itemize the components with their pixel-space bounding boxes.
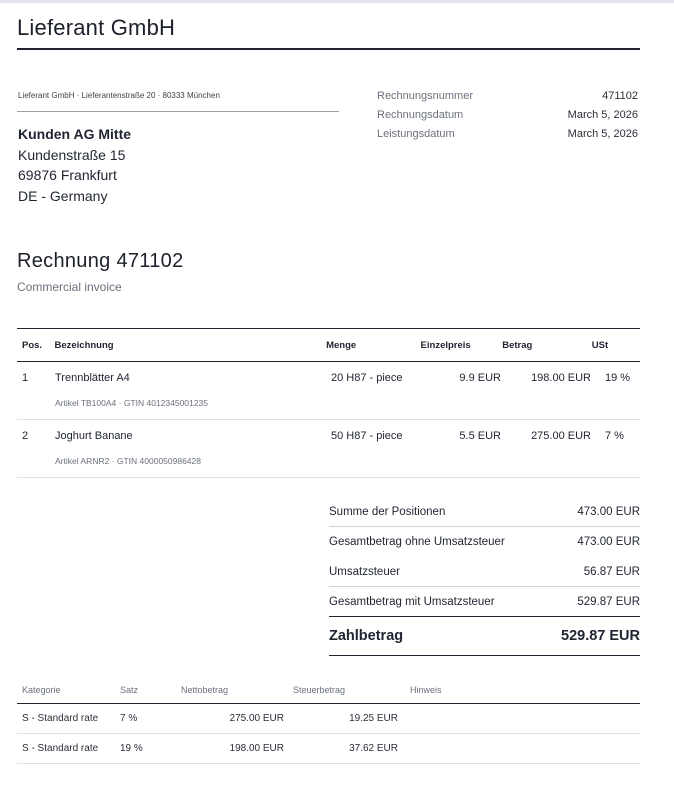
item-pos: 2 bbox=[22, 430, 29, 442]
recipient-address bbox=[18, 124, 131, 206]
total-row-net bbox=[329, 527, 640, 557]
invoice-title: Rechnung 471102 bbox=[17, 250, 184, 272]
line-item bbox=[17, 420, 640, 478]
vat-header-note: Hinweis bbox=[410, 685, 442, 695]
total-label: Umsatzsteuer bbox=[329, 565, 400, 578]
recipient-street: Kundenstraße 15 bbox=[18, 146, 126, 163]
item-amount: 275.00 EUR bbox=[531, 430, 591, 442]
sender-address-line: Lieferant GmbH · Lieferantenstraße 20 · 80333 München bbox=[18, 91, 220, 100]
item-amount: 198.00 EUR bbox=[531, 372, 591, 384]
item-article-note: Artikel TB100A4 · GTIN 4012345001235 bbox=[55, 398, 208, 408]
invoice-meta bbox=[377, 87, 638, 144]
recipient-city: 69876 Frankfurt bbox=[18, 167, 117, 183]
meta-value: 471102 bbox=[602, 90, 638, 102]
vat-breakdown-header bbox=[17, 677, 640, 704]
item-quantity: 20 H87 - piece bbox=[331, 372, 403, 384]
item-description: Trennblätter A4 bbox=[55, 372, 130, 384]
vat-header-tax: Steuerbetrag bbox=[293, 685, 346, 695]
item-unit-price: 9.9 EUR bbox=[459, 372, 501, 384]
vat-header-category: Kategorie bbox=[22, 685, 61, 695]
total-value: 473.00 EUR bbox=[577, 536, 640, 548]
total-row-gross bbox=[329, 587, 640, 617]
total-row-vat bbox=[329, 557, 640, 587]
total-row-items-sum bbox=[329, 497, 640, 527]
header-divider bbox=[17, 48, 640, 50]
item-pos: 1 bbox=[22, 372, 29, 384]
item-article-note: Artikel ARNR2 · GTIN 4000050986428 bbox=[55, 456, 201, 466]
total-value: 473.00 EUR bbox=[577, 505, 640, 518]
header-description: Bezeichnung bbox=[54, 339, 114, 351]
total-value: 529.87 EUR bbox=[577, 595, 640, 608]
totals-block bbox=[329, 497, 640, 656]
meta-value: March 5, 2026 bbox=[567, 128, 638, 140]
vat-breakdown-table bbox=[17, 677, 640, 764]
top-border bbox=[0, 0, 674, 3]
vat-header-net: Nettobetrag bbox=[181, 685, 229, 695]
vat-net: 275.00 EUR bbox=[229, 713, 284, 724]
line-items-header bbox=[17, 328, 640, 362]
item-quantity: 50 H87 - piece bbox=[331, 430, 403, 442]
recipient-country: DE - Germany bbox=[18, 187, 108, 204]
meta-label: Leistungsdatum bbox=[377, 128, 455, 140]
total-label: Gesamtbetrag ohne Umsatzsteuer bbox=[329, 536, 505, 548]
total-value: 56.87 EUR bbox=[583, 565, 640, 578]
item-vat: 7 % bbox=[605, 430, 624, 442]
header-vat: USt bbox=[591, 339, 609, 351]
vat-tax: 19.25 EUR bbox=[349, 713, 398, 724]
company-name: Lieferant GmbH bbox=[17, 15, 176, 40]
recipient-name: Kunden AG Mitte bbox=[18, 126, 132, 142]
line-items-table bbox=[17, 328, 640, 478]
vat-tax: 37.62 EUR bbox=[349, 743, 398, 754]
header-amount: Betrag bbox=[502, 339, 533, 351]
item-unit-price: 5.5 EUR bbox=[459, 430, 501, 442]
header-quantity: Menge bbox=[326, 339, 357, 351]
meta-value: March 5, 2026 bbox=[567, 109, 638, 121]
meta-label: Rechnungsdatum bbox=[377, 109, 464, 121]
payable-amount-row bbox=[329, 617, 640, 656]
vat-header-rate: Satz bbox=[120, 685, 139, 695]
total-label: Gesamtbetrag mit Umsatzsteuer bbox=[329, 595, 495, 608]
vat-row bbox=[17, 734, 640, 764]
header-pos: Pos. bbox=[22, 339, 43, 351]
payable-label: Zahlbetrag bbox=[329, 628, 404, 644]
line-item bbox=[17, 362, 640, 420]
total-label: Summe der Positionen bbox=[329, 505, 446, 518]
invoice-subtitle: Commercial invoice bbox=[17, 280, 122, 294]
vat-rate: 7 % bbox=[120, 713, 138, 724]
payable-value: 529.87 EUR bbox=[561, 628, 640, 644]
item-vat: 19 % bbox=[605, 372, 631, 384]
vat-rate: 19 % bbox=[120, 743, 143, 754]
item-description: Joghurt Banane bbox=[55, 430, 133, 442]
header-unit-price: Einzelpreis bbox=[420, 339, 471, 351]
vat-category: S - Standard rate bbox=[22, 713, 99, 724]
sender-divider bbox=[17, 111, 339, 112]
vat-row bbox=[17, 704, 640, 734]
vat-net: 198.00 EUR bbox=[229, 743, 284, 754]
meta-row-invoice-number bbox=[377, 87, 638, 106]
meta-label: Rechnungsnummer bbox=[377, 90, 473, 102]
meta-row-invoice-date bbox=[377, 106, 638, 125]
meta-row-service-date bbox=[377, 125, 638, 144]
vat-category: S - Standard rate bbox=[22, 743, 99, 754]
